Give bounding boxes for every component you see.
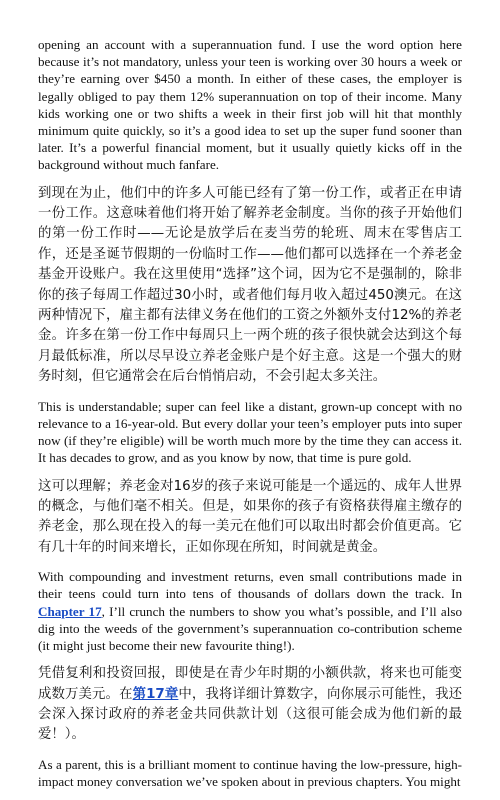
- paragraph-zh-2: 这可以理解；养老金对16岁的孩子来说可能是一个遥远的、成年人世界的概念，与他们毫不相关。但是，如果你的孩子有资格获得雇主缴存的养老金，那么现在投入的每一美元在他们可以取出时都会价值更高。它有几十年的时间来增长，正如你现在所知，时间就是黄金。: [38, 478, 462, 555]
- paragraph-text: 凭借复利和投资回报，即使是在青少年时期的小额供款，将来也可能变成数万美元。在: [38, 666, 462, 702]
- paragraph-text: 中，我将详细计算数字，向你展示可能性，我还会深入探讨政府的养老金共同供款计划（这很可能会成为他们新的最爱！）。: [38, 686, 463, 743]
- document-page: [38, 36, 462, 800]
- chapter-17-link-zh[interactable]: 第17章: [132, 686, 179, 702]
- paragraph-en-3: [38, 568, 462, 654]
- chapter-17-link[interactable]: Chapter 17: [38, 603, 102, 619]
- paragraph-en-4: As a parent, this is a brilliant moment to continue having the low-pressure, high-impact money conversation we’ve spoken about in previous chapters. You might: [38, 756, 462, 789]
- paragraph-zh-3: [38, 664, 462, 746]
- paragraph-en-1: opening an account with a superannuation fund. I use the word option here because it’s not mandatory, unless your teen is working over 30 hours a week or they’re earning over $450 a month. In either of these cases, the employer is legally obliged to pay them 12% superannuation on top of their income. Many kids working one or two shifts a week in their first job will hit that monthly minimum quite quickly, so it’s a good idea to set up the super fund sooner than later. It’s a powerful financial moment, but it usually quietly kicks off in the background without much fanfare.: [38, 37, 462, 173]
- paragraph-text: , I’ll crunch the numbers to show you what’s possible, and I’ll also dig into the weeds of the government’s superannuation co-contribution scheme (it might just become their new favourite thing!).: [38, 603, 462, 653]
- paragraph-zh-1: 到现在为止，他们中的许多人可能已经有了第一份工作，或者正在申请一份工作。这意味着他们将开始了解养老金制度。当你的孩子开始他们的第一份工作时——无论是放学后在麦当劳的轮班、周末在零售店工作，还是圣诞节假期的一份临时工作——他们都可以选择在一个养老金基金开设账户。我在这里使用“选择”这个词，因为它不是强制的，除非你的孩子每周工作超过30小时，或者他们每月收入超过450澳元。在这两种情况下，雇主都有法律义务在他们的工资之外额外支付12%的养老金。许多在第一份工作中每周只上一两个班的孩子很快就会达到这个每月最低标准，所以尽早设立养老金账户是个好主意。这是一个强大的财务时刻，但它通常会在后台悄悄启动，不会引起太多关注。: [38, 185, 462, 385]
- paragraph-en-2: This is understandable; super can feel like a distant, grown-up concept with no relevance to a 16-year-old. But every dollar your teen’s employer puts into super now (if they’re eligible) will be worth much more by the time they can access it. It has decades to grow, and as you know by now, that time is pure gold.: [38, 398, 462, 466]
- paragraph-text: With compounding and investment returns, even small contributions made in their teens could turn into tens of thousands of dollars down the track. In: [38, 569, 462, 602]
